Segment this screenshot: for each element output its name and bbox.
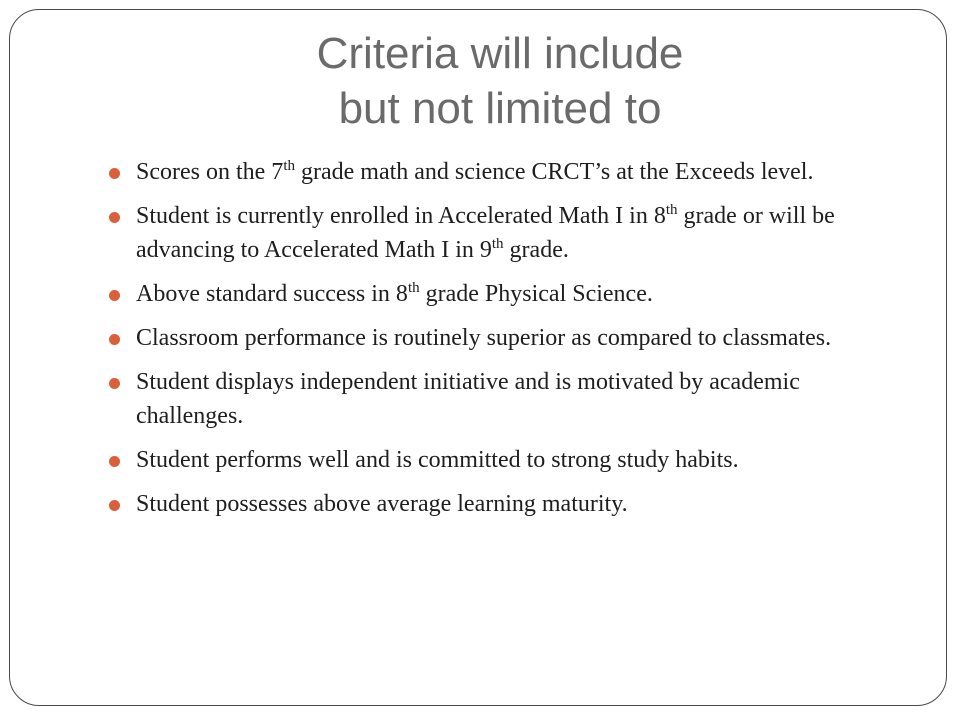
- bullet-text: Student performs well and is committed to strong study habits.: [136, 447, 739, 473]
- bullet-item: [104, 443, 904, 477]
- superscript-ordinal: th: [491, 236, 504, 252]
- bullet-text: Student displays independent initiative and is motivated by academic challenges.: [136, 369, 800, 429]
- slide-title: [0, 26, 960, 136]
- bullet-item: [104, 365, 904, 433]
- bullet-icon: [109, 378, 120, 389]
- bullet-icon: [109, 334, 120, 345]
- bullet-icon: [109, 500, 120, 511]
- bullet-text: Student possesses above average learning maturity.: [136, 491, 628, 517]
- bullet-item: [104, 199, 904, 267]
- bullet-text: grade.: [503, 237, 569, 263]
- superscript-ordinal: th: [283, 158, 295, 174]
- bullet-item: [104, 487, 904, 521]
- bullet-text: Student is currently enrolled in Accelerated Math I in 8: [136, 203, 666, 229]
- bullet-icon: [109, 290, 120, 301]
- bullet-icon: [109, 168, 120, 179]
- bullet-item: [104, 321, 904, 355]
- bullet-icon: [109, 212, 120, 223]
- bullet-text: Above standard success in 8: [136, 281, 408, 307]
- slide-title-line-1: Criteria will include: [316, 29, 684, 78]
- bullet-item: [104, 155, 904, 189]
- superscript-ordinal: th: [665, 202, 678, 218]
- bullet-text: grade or will be advancing to Accelerated Math I in 9: [136, 203, 835, 263]
- slide-title-line-2: but not limited to: [338, 84, 662, 133]
- bullet-text: Scores on the 7: [136, 159, 284, 185]
- bullet-text: grade Physical Science.: [419, 281, 653, 307]
- superscript-ordinal: th: [407, 280, 420, 296]
- bullet-text: grade math and science CRCT’s at the Exceeds level.: [294, 159, 814, 185]
- bullet-item: [104, 277, 904, 311]
- bullet-text: Classroom performance is routinely superior as compared to classmates.: [136, 325, 832, 351]
- bullet-icon: [109, 456, 120, 467]
- criteria-bullet-list: [104, 155, 904, 531]
